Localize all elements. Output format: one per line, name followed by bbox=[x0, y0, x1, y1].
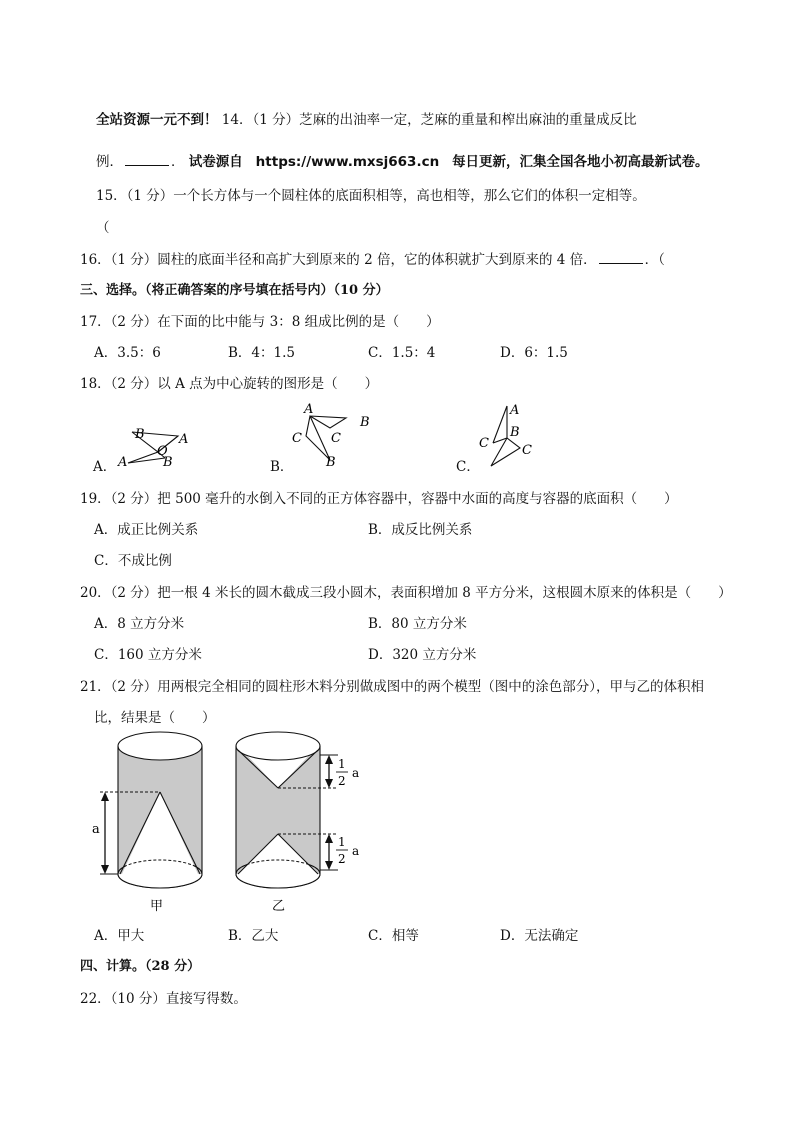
answer-blank[interactable] bbox=[599, 251, 643, 264]
q18-option-c-label[interactable]: C． bbox=[456, 459, 480, 475]
question-14-line2 bbox=[96, 150, 709, 170]
svg-text:2: 2 bbox=[338, 852, 346, 866]
q21-figure bbox=[88, 728, 378, 922]
section-4-heading: 四、计算。（28 分） bbox=[80, 959, 201, 974]
cylinder-jia bbox=[92, 732, 202, 888]
svg-text:B: B bbox=[360, 415, 370, 430]
label-a: a bbox=[92, 822, 100, 837]
question-16-end: ．（ bbox=[644, 252, 665, 268]
question-16 bbox=[80, 248, 665, 268]
svg-text:C: C bbox=[331, 431, 341, 446]
svg-text:A: A bbox=[304, 402, 314, 417]
svg-text:A: A bbox=[118, 455, 128, 470]
question-15-paren: （ bbox=[96, 220, 110, 236]
question-21-cont: 比，结果是（ ） bbox=[94, 710, 216, 726]
question-18: 18．（2 分）以 A 点为中心旋转的图形是（ ） bbox=[80, 376, 379, 392]
q18-option-b-label[interactable]: B． bbox=[270, 459, 294, 475]
q18-figure-c bbox=[475, 398, 555, 477]
svg-text:B: B bbox=[326, 455, 336, 470]
source-label: 试卷源自 bbox=[188, 154, 243, 170]
question-14-line1 bbox=[96, 108, 637, 128]
svg-text:C: C bbox=[292, 431, 302, 446]
q21-option-a[interactable]: A．甲大 bbox=[94, 928, 145, 944]
svg-text:1: 1 bbox=[338, 835, 346, 849]
source-url[interactable]: https://www.mxsj663.cn bbox=[255, 154, 440, 170]
label-yi: 乙 bbox=[272, 899, 286, 914]
svg-text:C: C bbox=[479, 436, 489, 451]
q20-option-a[interactable]: A．8 立方分米 bbox=[94, 616, 185, 632]
question-15: 15．（1 分）一个长方体与一个圆柱体的底面积相等，高也相等，那么它们的体积一定相等。 bbox=[96, 188, 646, 204]
svg-text:A: A bbox=[179, 432, 189, 447]
q17-option-b[interactable]: B．4：1.5 bbox=[228, 345, 295, 361]
svg-text:O: O bbox=[157, 444, 168, 459]
section-3-heading: 三、选择。（将正确答案的序号填在括号内）（10 分） bbox=[80, 283, 389, 298]
q18-figure-a bbox=[110, 420, 200, 476]
q21-option-c[interactable]: C．相等 bbox=[368, 928, 419, 944]
q17-option-c[interactable]: C．1.5：4 bbox=[368, 345, 436, 361]
answer-blank[interactable] bbox=[125, 153, 169, 166]
svg-text:2: 2 bbox=[338, 774, 346, 788]
q20-option-b[interactable]: B．80 立方分米 bbox=[368, 616, 467, 632]
promo-text: 全站资源一元不到！ bbox=[96, 112, 218, 128]
q20-option-c[interactable]: C．160 立方分米 bbox=[94, 647, 202, 663]
label-jia: 甲 bbox=[150, 899, 164, 914]
question-21: 21．（2 分）用两根完全相同的圆柱形木料分别做成图中的两个模型（图中的涂色部分），甲与乙的体积相 bbox=[80, 679, 705, 695]
q17-option-d[interactable]: D．6：1.5 bbox=[500, 345, 568, 361]
svg-text:B: B bbox=[510, 425, 520, 440]
q19-option-b[interactable]: B．成反比例关系 bbox=[368, 522, 473, 538]
question-19: 19．（2 分）把 500 毫升的水倒入不同的正方体容器中，容器中水面的高度与容器的底面积（ ） bbox=[80, 491, 678, 507]
q18-figure-b bbox=[288, 398, 378, 477]
svg-text:A: A bbox=[510, 403, 520, 418]
svg-text:a: a bbox=[352, 844, 360, 858]
question-16-text: 16．（1 分）圆柱的底面半径和高扩大到原来的 2 倍，它的体积就扩大到原来的 4 倍． bbox=[80, 252, 597, 268]
cylinder-yi bbox=[236, 732, 359, 888]
q19-option-a[interactable]: A．成正比例关系 bbox=[94, 522, 199, 538]
svg-text:1: 1 bbox=[338, 757, 346, 771]
question-20: 20．（2 分）把一根 4 米长的圆木截成三段小圆木，表面积增加 8 平方分米，这根圆木原来的体积是（ ） bbox=[80, 585, 732, 601]
question-22: 22．（10 分）直接写得数。 bbox=[80, 991, 247, 1007]
svg-text:B: B bbox=[163, 455, 173, 470]
q17-option-a[interactable]: A．3.5：6 bbox=[94, 345, 161, 361]
q21-option-b[interactable]: B．乙大 bbox=[228, 928, 279, 944]
q18-option-a-label[interactable]: A． bbox=[93, 459, 117, 475]
q19-option-c[interactable]: C．不成比例 bbox=[94, 553, 172, 569]
question-14-text: 14．（1 分）芝麻的出油率一定，芝麻的重量和榨出麻油的重量成反比 bbox=[221, 112, 637, 128]
question-14-cont: 例． bbox=[96, 154, 123, 170]
svg-text:B: B bbox=[135, 427, 145, 442]
svg-text:C: C bbox=[522, 443, 532, 458]
source-note: 每日更新，汇集全国各地小初高最新试卷。 bbox=[452, 154, 709, 170]
q20-option-d[interactable]: D．320 立方分米 bbox=[368, 647, 477, 663]
svg-text:a: a bbox=[352, 766, 360, 780]
q21-option-d[interactable]: D．无法确定 bbox=[500, 928, 579, 944]
question-17: 17．（2 分）在下面的比中能与 3：8 组成比例的是（ ） bbox=[80, 314, 440, 330]
question-14-end: ． bbox=[171, 154, 185, 170]
